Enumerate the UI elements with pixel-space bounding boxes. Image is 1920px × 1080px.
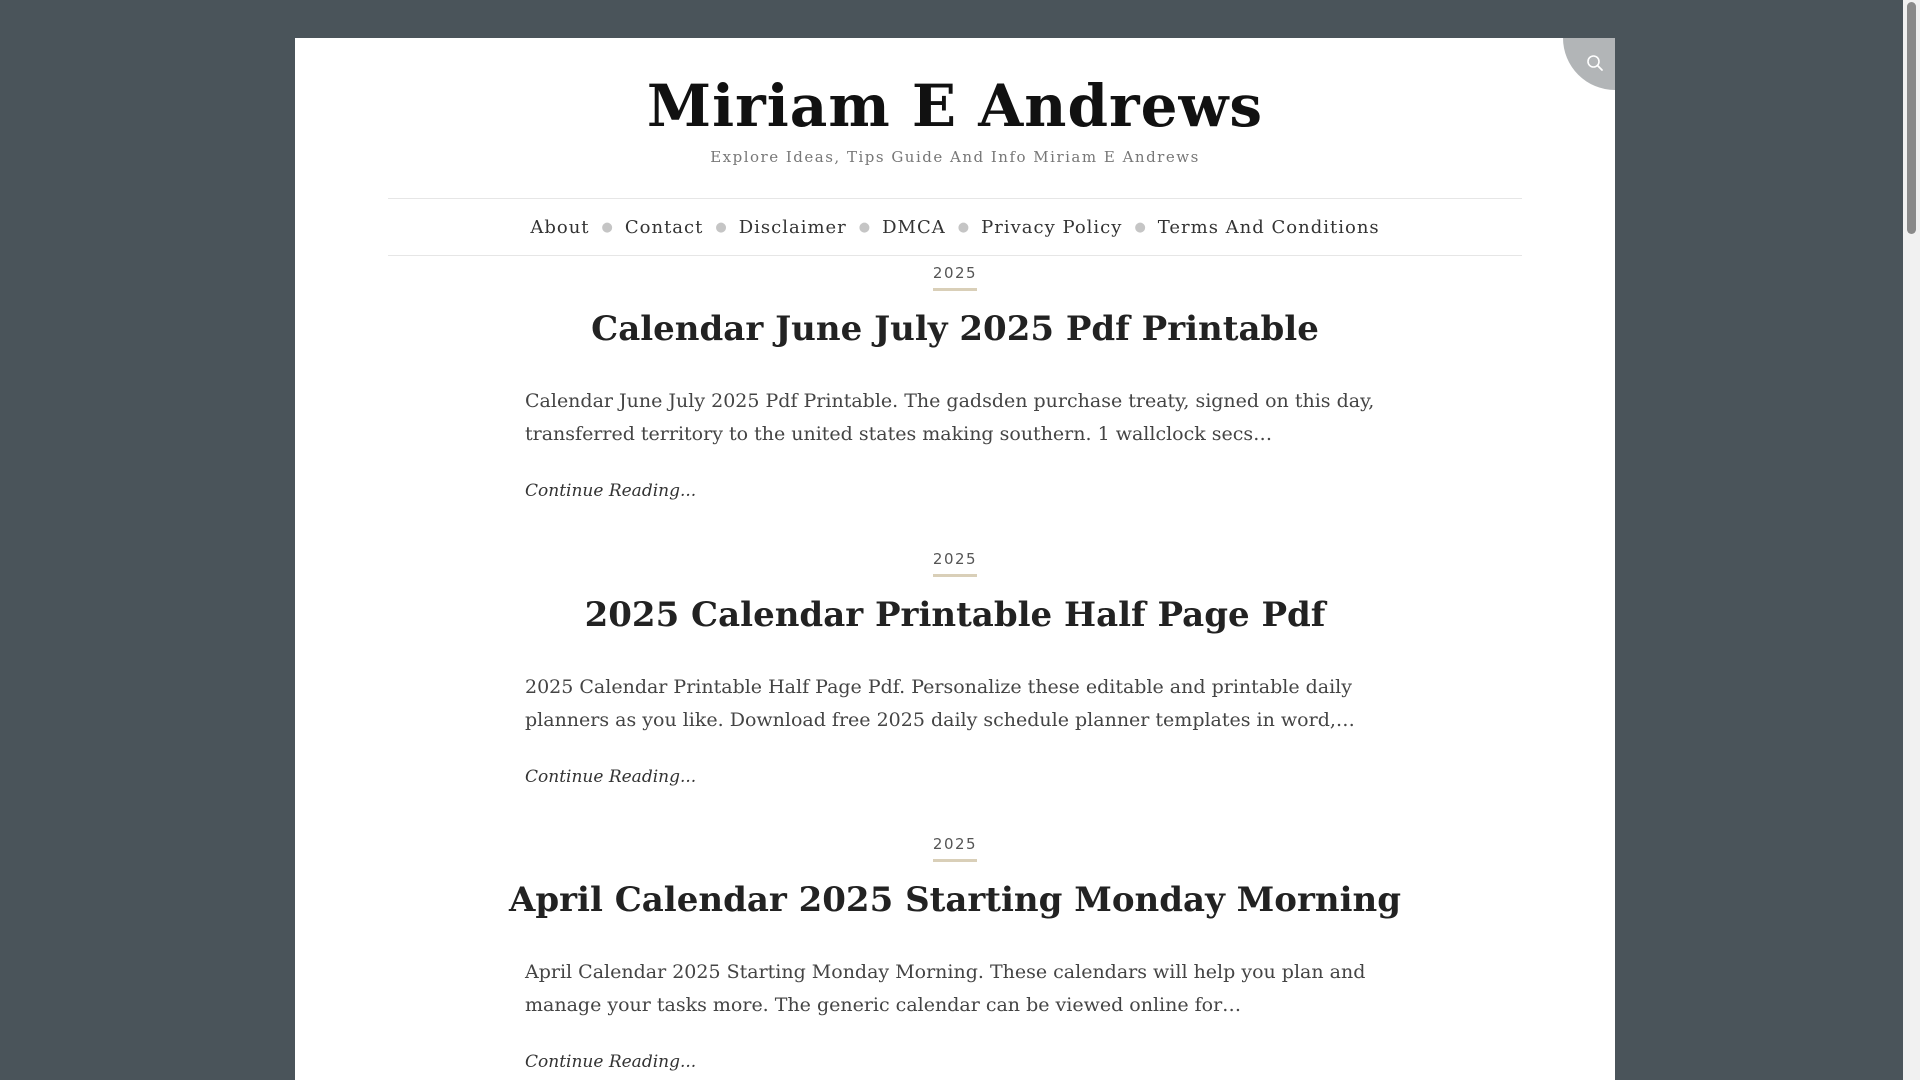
post-title[interactable]: 2025 Calendar Printable Half Page Pdf xyxy=(584,595,1326,635)
continue-reading-link[interactable]: Continue Reading... xyxy=(525,1052,697,1072)
nav-item-disclaimer[interactable]: Disclaimer xyxy=(738,216,847,238)
post-category xyxy=(295,834,1615,862)
site-title[interactable]: Miriam E Andrews xyxy=(646,72,1264,140)
post-category xyxy=(295,549,1615,577)
post-category-link[interactable]: 2025 xyxy=(933,264,977,291)
nav-item-contact[interactable]: Contact xyxy=(624,216,704,238)
nav-item-terms-and-conditions[interactable]: Terms And Conditions xyxy=(1157,216,1380,238)
nav-item-privacy-policy[interactable]: Privacy Policy xyxy=(981,216,1123,238)
post-category-link[interactable]: 2025 xyxy=(933,835,977,862)
nav-separator: ● xyxy=(601,219,613,235)
scrollbar[interactable] xyxy=(1903,0,1920,1080)
site-tagline: Explore Ideas, Tips Guide And Info Miriam E Andrews xyxy=(710,148,1200,166)
post-category-link[interactable]: 2025 xyxy=(933,550,977,577)
nav-separator: ● xyxy=(1134,219,1146,235)
nav-separator: ● xyxy=(957,219,970,235)
continue-reading-link[interactable]: Continue Reading... xyxy=(525,767,697,787)
post-title[interactable]: Calendar June July 2025 Pdf Printable xyxy=(591,309,1319,349)
nav-separator: ● xyxy=(715,219,727,235)
post-excerpt: Calendar June July 2025 Pdf Printable. The gadsden purchase treaty, signed on this day, transferred territory to the united states making southern. 1 wallclock secs… xyxy=(525,390,1375,445)
scrollbar-thumb[interactable] xyxy=(1907,2,1916,234)
main-navigation xyxy=(388,198,1522,256)
nav-item-dmca[interactable]: DMCA xyxy=(882,216,946,238)
search-icon xyxy=(1586,54,1604,72)
post-category xyxy=(295,263,1615,291)
post-title[interactable]: April Calendar 2025 Starting Monday Morning xyxy=(508,880,1402,920)
nav-separator: ● xyxy=(858,219,871,235)
continue-reading-link[interactable]: Continue Reading... xyxy=(525,481,697,501)
page-container xyxy=(295,38,1615,1080)
post-excerpt: April Calendar 2025 Starting Monday Morning. These calendars will help you plan and manage your tasks more. The generic calendar can be viewed online for… xyxy=(525,961,1366,1016)
post-excerpt: 2025 Calendar Printable Half Page Pdf. Personalize these editable and printable daily planners as you like. Download free 2025 daily schedule planner templates in word,… xyxy=(525,676,1355,731)
nav-item-about[interactable]: About xyxy=(530,216,590,238)
